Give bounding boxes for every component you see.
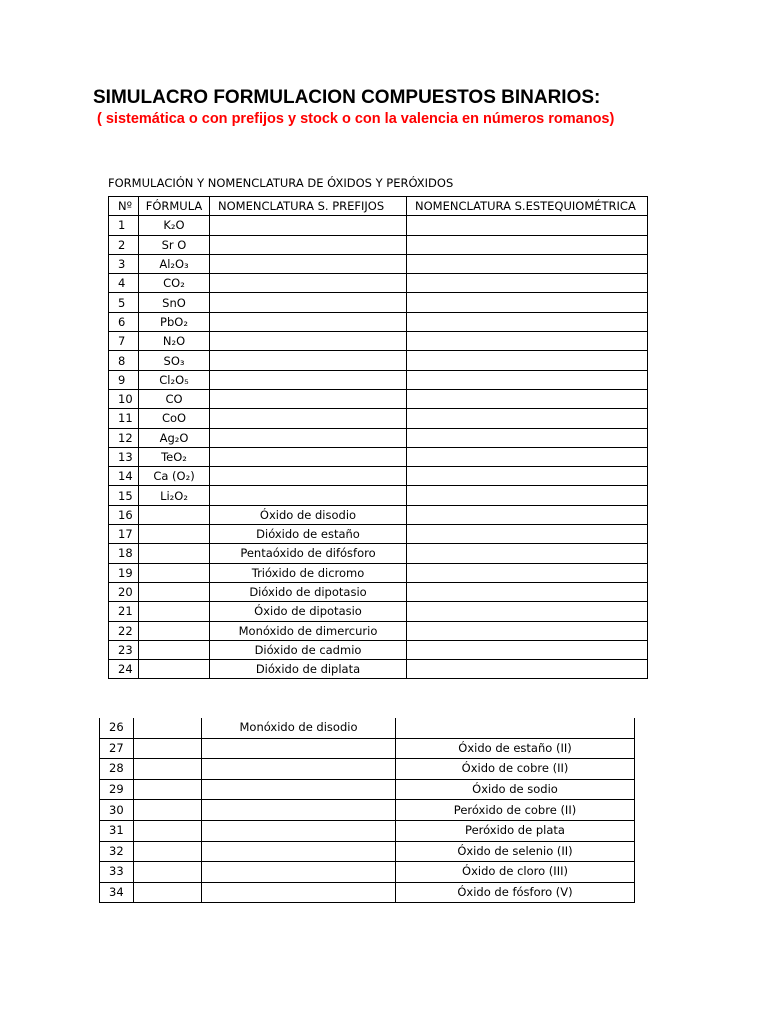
- row-number-cell: 18: [109, 544, 139, 563]
- row-number-cell: 1: [109, 216, 139, 235]
- stoichiometric-nomenclature-cell[interactable]: [407, 525, 648, 544]
- stoichiometric-nomenclature-cell[interactable]: [407, 563, 648, 582]
- row-number-cell: 9: [109, 370, 139, 389]
- row-number-cell: 31: [100, 820, 134, 841]
- row-number-cell: 15: [109, 486, 139, 505]
- formula-cell[interactable]: [139, 582, 210, 601]
- row-number-cell: 23: [109, 640, 139, 659]
- stoichiometric-nomenclature-cell[interactable]: [407, 505, 648, 524]
- table-row: [100, 779, 635, 800]
- formula-cell[interactable]: [134, 841, 202, 862]
- prefix-nomenclature-cell[interactable]: [210, 486, 407, 505]
- formula-cell[interactable]: Al₂O₃: [139, 254, 210, 273]
- formula-cell[interactable]: K₂O: [139, 216, 210, 235]
- table-row: [100, 820, 635, 841]
- table-row: [109, 312, 648, 331]
- table-row: [109, 216, 648, 235]
- stoichiometric-nomenclature-cell[interactable]: [407, 447, 648, 466]
- prefix-nomenclature-cell[interactable]: [210, 312, 407, 331]
- formula-cell[interactable]: [134, 759, 202, 780]
- row-number-cell: 11: [109, 409, 139, 428]
- prefix-nomenclature-cell[interactable]: [202, 779, 396, 800]
- row-number-cell: 30: [100, 800, 134, 821]
- table-row: [109, 351, 648, 370]
- formula-cell[interactable]: [139, 563, 210, 582]
- column-header-formula: FÓRMULA: [139, 197, 210, 216]
- row-number-cell: 24: [109, 660, 139, 679]
- formula-cell[interactable]: CO: [139, 389, 210, 408]
- formula-cell[interactable]: [134, 820, 202, 841]
- stoichiometric-nomenclature-cell[interactable]: [407, 293, 648, 312]
- row-number-cell: 19: [109, 563, 139, 582]
- stock-nomenclature-cell[interactable]: [396, 718, 635, 738]
- row-number-cell: 13: [109, 447, 139, 466]
- stock-nomenclature-cell[interactable]: Óxido de sodio: [396, 779, 635, 800]
- table-row: [100, 862, 635, 883]
- table-row: [109, 428, 648, 447]
- formula-cell[interactable]: [139, 602, 210, 621]
- stock-nomenclature-cell[interactable]: Peróxido de cobre (II): [396, 800, 635, 821]
- formula-cell[interactable]: [134, 718, 202, 738]
- page-title: SIMULACRO FORMULACION COMPUESTOS BINARIOS:: [93, 87, 601, 108]
- column-header-stoichiometric-nomenclature: NOMENCLATURA S.ESTEQUIOMÉTRICA: [407, 197, 648, 216]
- prefix-nomenclature-cell[interactable]: Dióxido de diplata: [210, 660, 407, 679]
- formula-cell[interactable]: [134, 779, 202, 800]
- formula-cell[interactable]: N₂O: [139, 332, 210, 351]
- table-row: [100, 718, 635, 738]
- prefix-nomenclature-cell[interactable]: [202, 759, 396, 780]
- prefix-nomenclature-cell[interactable]: [202, 738, 396, 759]
- table-row: [109, 409, 648, 428]
- prefix-nomenclature-cell[interactable]: [202, 841, 396, 862]
- formula-cell[interactable]: [139, 544, 210, 563]
- stoichiometric-nomenclature-cell[interactable]: [407, 640, 648, 659]
- table-heading: FORMULACIÓN Y NOMENCLATURA DE ÓXIDOS Y PERÓXIDOS: [108, 176, 454, 190]
- stock-nomenclature-cell[interactable]: Óxido de selenio (II): [396, 841, 635, 862]
- table-row: [109, 621, 648, 640]
- stoichiometric-nomenclature-cell[interactable]: [407, 235, 648, 254]
- formula-cell[interactable]: [134, 738, 202, 759]
- stoichiometric-nomenclature-cell[interactable]: [407, 274, 648, 293]
- table-row: [109, 370, 648, 389]
- formula-cell[interactable]: [134, 800, 202, 821]
- row-number-cell: 28: [100, 759, 134, 780]
- prefix-nomenclature-cell[interactable]: Dióxido de cadmio: [210, 640, 407, 659]
- formula-cell[interactable]: SO₃: [139, 351, 210, 370]
- row-number-cell: 27: [100, 738, 134, 759]
- prefix-nomenclature-cell[interactable]: Trióxido de dicromo: [210, 563, 407, 582]
- row-number-cell: 17: [109, 525, 139, 544]
- row-number-cell: 22: [109, 621, 139, 640]
- prefix-nomenclature-cell[interactable]: [202, 882, 396, 903]
- table-row: [100, 841, 635, 862]
- table-header-row: [109, 197, 648, 216]
- stoichiometric-nomenclature-cell[interactable]: [407, 216, 648, 235]
- prefix-nomenclature-cell[interactable]: [202, 862, 396, 883]
- table-row: [109, 505, 648, 524]
- prefix-nomenclature-cell[interactable]: [202, 800, 396, 821]
- row-number-cell: 34: [100, 882, 134, 903]
- stock-nomenclature-cell[interactable]: Óxido de estaño (II): [396, 738, 635, 759]
- row-number-cell: 6: [109, 312, 139, 331]
- table-row: [109, 389, 648, 408]
- row-number-cell: 26: [100, 718, 134, 738]
- formula-cell[interactable]: [134, 862, 202, 883]
- stoichiometric-nomenclature-cell[interactable]: [407, 467, 648, 486]
- formula-cell[interactable]: Ag₂O: [139, 428, 210, 447]
- stoichiometric-nomenclature-cell[interactable]: [407, 660, 648, 679]
- prefix-nomenclature-cell[interactable]: [210, 447, 407, 466]
- formula-cell[interactable]: [134, 882, 202, 903]
- table-row: [109, 447, 648, 466]
- table-row: [109, 332, 648, 351]
- prefix-nomenclature-cell[interactable]: [210, 216, 407, 235]
- prefix-nomenclature-cell[interactable]: [202, 820, 396, 841]
- prefix-nomenclature-cell[interactable]: [210, 274, 407, 293]
- formula-cell[interactable]: Cl₂O₅: [139, 370, 210, 389]
- row-number-cell: 4: [109, 274, 139, 293]
- row-number-cell: 8: [109, 351, 139, 370]
- table-row: [109, 467, 648, 486]
- prefix-nomenclature-cell[interactable]: Dióxido de dipotasio: [210, 582, 407, 601]
- stoichiometric-nomenclature-cell[interactable]: [407, 486, 648, 505]
- prefix-nomenclature-cell[interactable]: Dióxido de estaño: [210, 525, 407, 544]
- prefix-nomenclature-cell[interactable]: [210, 332, 407, 351]
- row-number-cell: 29: [100, 779, 134, 800]
- formula-cell[interactable]: [139, 660, 210, 679]
- table-row: [109, 274, 648, 293]
- formula-cell[interactable]: [139, 505, 210, 524]
- prefix-nomenclature-cell[interactable]: [210, 409, 407, 428]
- stoichiometric-nomenclature-cell[interactable]: [407, 602, 648, 621]
- stock-nomenclature-cell[interactable]: Óxido de fósforo (V): [396, 882, 635, 903]
- column-header-prefix-nomenclature: NOMENCLATURA S. PREFIJOS: [210, 197, 407, 216]
- stoichiometric-nomenclature-cell[interactable]: [407, 409, 648, 428]
- prefix-nomenclature-cell[interactable]: Monóxido de dimercurio: [210, 621, 407, 640]
- formula-cell[interactable]: Li₂O₂: [139, 486, 210, 505]
- table-row: [109, 563, 648, 582]
- formula-cell[interactable]: [139, 621, 210, 640]
- prefix-nomenclature-cell[interactable]: [210, 293, 407, 312]
- formula-cell[interactable]: PbO₂: [139, 312, 210, 331]
- stoichiometric-nomenclature-cell[interactable]: [407, 428, 648, 447]
- row-number-cell: 3: [109, 254, 139, 273]
- table-row: [100, 759, 635, 780]
- prefix-nomenclature-cell[interactable]: [210, 428, 407, 447]
- table-row: [109, 544, 648, 563]
- table-row: [100, 800, 635, 821]
- row-number-cell: 20: [109, 582, 139, 601]
- formula-cell[interactable]: CoO: [139, 409, 210, 428]
- oxides-table-continued: [99, 718, 635, 903]
- table-row: [109, 640, 648, 659]
- row-number-cell: 32: [100, 841, 134, 862]
- prefix-nomenclature-cell[interactable]: [210, 467, 407, 486]
- formula-cell[interactable]: Ca (O₂): [139, 467, 210, 486]
- page-subtitle: ( sistemática o con prefijos y stock o con la valencia en números romanos): [97, 111, 615, 127]
- prefix-nomenclature-cell[interactable]: [210, 370, 407, 389]
- stoichiometric-nomenclature-cell[interactable]: [407, 582, 648, 601]
- formula-cell[interactable]: CO₂: [139, 274, 210, 293]
- column-header-number: Nº: [109, 197, 139, 216]
- oxides-table: [108, 196, 648, 679]
- stoichiometric-nomenclature-cell[interactable]: [407, 312, 648, 331]
- row-number-cell: 33: [100, 862, 134, 883]
- stoichiometric-nomenclature-cell[interactable]: [407, 621, 648, 640]
- table-row: [109, 525, 648, 544]
- row-number-cell: 5: [109, 293, 139, 312]
- table-row: [100, 882, 635, 903]
- stock-nomenclature-cell[interactable]: Óxido de cobre (II): [396, 759, 635, 780]
- prefix-nomenclature-cell[interactable]: [210, 254, 407, 273]
- stoichiometric-nomenclature-cell[interactable]: [407, 332, 648, 351]
- stoichiometric-nomenclature-cell[interactable]: [407, 389, 648, 408]
- stoichiometric-nomenclature-cell[interactable]: [407, 351, 648, 370]
- stoichiometric-nomenclature-cell[interactable]: [407, 544, 648, 563]
- stock-nomenclature-cell[interactable]: Peróxido de plata: [396, 820, 635, 841]
- stoichiometric-nomenclature-cell[interactable]: [407, 254, 648, 273]
- prefix-nomenclature-cell[interactable]: [210, 351, 407, 370]
- prefix-nomenclature-cell[interactable]: Pentaóxido de difósforo: [210, 544, 407, 563]
- stock-nomenclature-cell[interactable]: Óxido de cloro (III): [396, 862, 635, 883]
- row-number-cell: 7: [109, 332, 139, 351]
- table-row: [109, 582, 648, 601]
- formula-cell[interactable]: TeO₂: [139, 447, 210, 466]
- row-number-cell: 2: [109, 235, 139, 254]
- formula-cell[interactable]: [139, 525, 210, 544]
- table-row: [109, 254, 648, 273]
- prefix-nomenclature-cell[interactable]: Monóxido de disodio: [202, 718, 396, 738]
- table-row: [109, 602, 648, 621]
- prefix-nomenclature-cell[interactable]: Óxido de dipotasio: [210, 602, 407, 621]
- row-number-cell: 14: [109, 467, 139, 486]
- row-number-cell: 10: [109, 389, 139, 408]
- table-row: [109, 660, 648, 679]
- row-number-cell: 12: [109, 428, 139, 447]
- stoichiometric-nomenclature-cell[interactable]: [407, 370, 648, 389]
- table-row: [109, 235, 648, 254]
- prefix-nomenclature-cell[interactable]: [210, 235, 407, 254]
- prefix-nomenclature-cell[interactable]: Óxido de disodio: [210, 505, 407, 524]
- prefix-nomenclature-cell[interactable]: [210, 389, 407, 408]
- table-row: [100, 738, 635, 759]
- formula-cell[interactable]: [139, 640, 210, 659]
- table-row: [109, 486, 648, 505]
- formula-cell[interactable]: Sr O: [139, 235, 210, 254]
- row-number-cell: 16: [109, 505, 139, 524]
- row-number-cell: 21: [109, 602, 139, 621]
- formula-cell[interactable]: SnO: [139, 293, 210, 312]
- table-row: [109, 293, 648, 312]
